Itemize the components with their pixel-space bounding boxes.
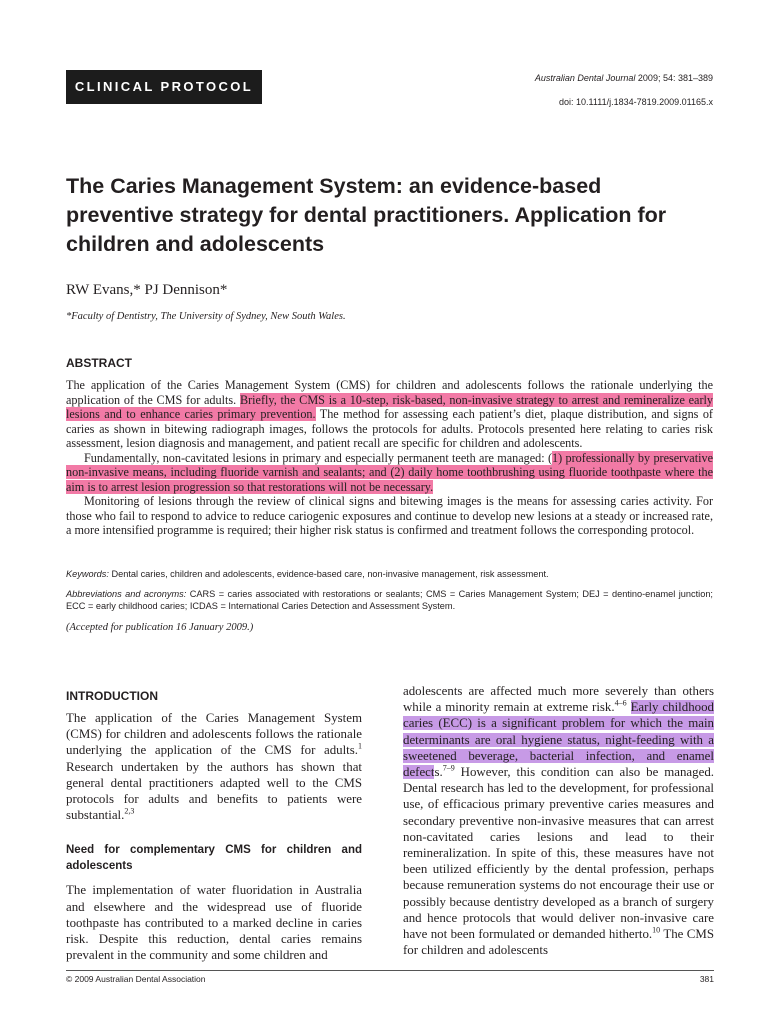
abstract-heading: ABSTRACT: [66, 356, 132, 370]
keywords: [66, 568, 713, 580]
abbreviations-text: CARS = caries associated with restorations or sealants; CMS = Caries Management System; DEJ = dentino-enamel junction; ECC = early childhood caries; ICDAS = International Caries Detection and Assessment System.: [66, 589, 713, 611]
section-label: CLINICAL PROTOCOL: [66, 70, 262, 104]
highlight-purple: Early childhood caries (ECC) is a significant problem for which the main determinants are oral hygiene status, night-feeding with a sweetened beverage, bacterial infection, and enamel defect: [403, 700, 714, 780]
right-column: [403, 683, 714, 958]
body-text: The application of the Caries Management System (CMS) for children and adolescents follows the rationale underlying the application of the CMS for adults.: [66, 711, 362, 758]
reference: 4–6: [614, 698, 627, 708]
reference: 1: [358, 742, 362, 752]
keywords-text: Dental caries, children and adolescents, evidence-based care, non-invasive management, risk assessment.: [108, 569, 549, 579]
need-heading: Need for complementary CMS for children and adolescents: [66, 844, 362, 873]
accepted-date: (Accepted for publication 16 January 2009.): [66, 622, 254, 633]
need-paragraph: The implementation of water fluoridation in Australia and elsewhere and the widespread use of fluoride toothpaste has contributed to a marked decline in caries risk. Despite this reduction, dental caries remains prevalent in the community and some children and: [66, 883, 362, 963]
reference: 10: [652, 925, 661, 935]
journal-name: Australian Dental Journal: [534, 73, 636, 83]
copyright: © 2009 Australian Dental Association: [66, 974, 206, 984]
body-text: The CMS for children and adolescents: [403, 927, 715, 958]
abbreviations: [66, 588, 713, 612]
highlight-pink: 1) professionally by preservative non-invasive means, including fluoride varnish and sealants; and (2) daily home toothbrushing using fluoride toothpaste where the aim is to arrest lesion progression so that restorations will not be necessary.: [66, 450, 713, 494]
article-title: The Caries Management System: an evidence-based preventive strategy for dental practitioners. Application for children and adolescents: [66, 174, 667, 256]
page-number: 381: [699, 974, 714, 984]
abbreviations-label: Abbreviations and acronyms:: [66, 589, 187, 599]
abstract-paragraph-2: [66, 451, 713, 495]
journal-volume-pages: 2009; 54: 381–389: [635, 73, 713, 83]
body-text: However, this condition can also be managed. Dental research has led to the development, for professional use, of efficacious primary preventive caries measures and secondary preventive non-invasive measures that can arrest non-cavitated caries lesions and lead to their remineralization. In spite of this, these measures have not been utilized efficiently by the dental profession, perhaps because remuneration systems do not encourage their use or possibly because dentistry developed as a branch of surgery and hence protocols that would deliver non-invasive care have not been formulated or demanded hitherto.: [403, 765, 714, 942]
body-text: s.: [434, 765, 443, 780]
footer-rule: [66, 970, 714, 971]
highlight-pink: Briefly, the CMS is a 10-step, risk-based, non-invasive strategy to arrest and remineralize early lesions and to enhance caries primary prevention.: [66, 392, 713, 421]
body-text: Research undertaken by the authors has shown that general dental practitioners adapted well to the CMS protocols for adults and benefits to patients were substantial.: [66, 759, 362, 823]
abstract-body: [66, 378, 713, 538]
abstract-text: The application of the Caries Management System (CMS) for children and adolescents follows the rationale underlying the application of the CMS for adults.: [66, 378, 713, 407]
doi: doi: 10.1111/j.1834-7819.2009.01165.x: [559, 97, 713, 107]
keywords-label: Keywords:: [66, 569, 109, 579]
abstract-paragraph-3: Monitoring of lesions through the review of clinical signs and bitewing images is the means for assessing caries activity. For those who fail to respond to advice to reduce cariogenic exposures and continue to develop new lesions at a steady or increased rate, a more intensified programme is required; their higher risk status is confirmed and treatment follows the corresponding protocol.: [66, 494, 713, 537]
affiliation: *Faculty of Dentistry, The University of Sydney, New South Wales.: [66, 311, 346, 322]
authors: RW Evans,* PJ Dennison*: [66, 282, 228, 298]
journal-citation: [535, 73, 713, 83]
introduction-heading: INTRODUCTION: [66, 689, 158, 703]
abstract-paragraph-1: [66, 378, 713, 451]
abstract-text: Fundamentally, non-cavitated lesions in primary and especially permanent teeth are managed: (: [84, 450, 553, 465]
left-column: [66, 688, 362, 963]
reference: 7–9: [442, 763, 455, 773]
intro-paragraph: [66, 710, 362, 823]
abstract-text: The method for assessing each patient’s diet, plaque distribution, and signs of caries as shown in bitewing radiograph images, follows the protocols for adults. Protocols presented here relating to caries risk assessment, lesion diagnosis and management, and patient recall are specific for children and adolescents.: [66, 407, 713, 450]
reference: 2,3: [124, 806, 135, 816]
body-text: adolescents are affected much more severely than others while a minority remain at extreme risk.: [403, 684, 714, 715]
right-paragraph: [403, 683, 714, 958]
